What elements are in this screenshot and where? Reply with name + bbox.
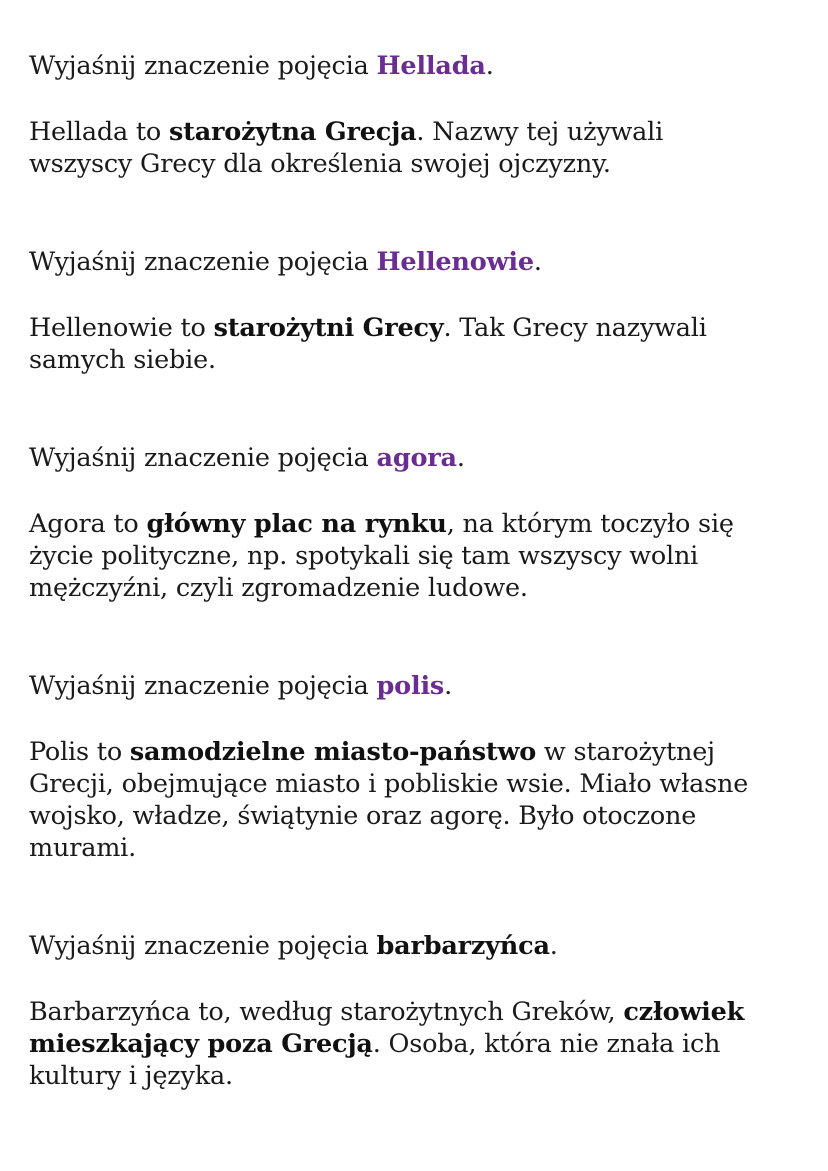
question-suffix: . bbox=[444, 671, 452, 701]
answer-highlight: samodzielne miasto-państwo bbox=[129, 737, 537, 767]
answer-text: samych siebie. bbox=[29, 345, 216, 375]
answer-text: Barbarzyńca to, według starożytnych Greków, bbox=[29, 997, 624, 1027]
definition-entry bbox=[29, 670, 809, 864]
answer-paragraph bbox=[29, 996, 809, 1092]
question-prefix: Wyjaśnij znaczenie pojęcia bbox=[29, 931, 377, 961]
question-term: polis bbox=[376, 671, 445, 701]
spacer bbox=[29, 604, 809, 670]
answer-line bbox=[29, 800, 809, 832]
answer-text: Hellada to bbox=[29, 117, 169, 147]
answer-highlight: starożytna Grecja bbox=[168, 117, 417, 147]
question-term: Hellenowie bbox=[376, 247, 534, 277]
spacer bbox=[29, 474, 809, 508]
spacer bbox=[29, 864, 809, 930]
question-suffix: . bbox=[549, 931, 558, 961]
answer-paragraph bbox=[29, 312, 809, 376]
question-term: agora bbox=[376, 443, 457, 473]
question-suffix: . bbox=[533, 247, 542, 277]
answer-text: wszyscy Grecy dla określenia swojej ojczyzny. bbox=[29, 149, 611, 179]
answer-line bbox=[29, 540, 809, 572]
document-page bbox=[29, 50, 809, 1092]
answer-text: życie polityczne, np. spotykali się tam wszyscy wolni bbox=[29, 541, 699, 571]
answer-text: mężczyźni, czyli zgromadzenie ludowe. bbox=[29, 573, 528, 603]
question-line bbox=[29, 50, 809, 82]
question-line bbox=[29, 442, 809, 474]
answer-text: wojsko, władze, świątynie oraz agorę. Było otoczone bbox=[29, 801, 697, 831]
question-term: Hellada bbox=[376, 51, 486, 81]
question-line bbox=[29, 670, 809, 702]
answer-line bbox=[29, 312, 809, 344]
spacer bbox=[29, 278, 809, 312]
answer-highlight: człowiek bbox=[623, 997, 745, 1027]
answer-line bbox=[29, 1060, 809, 1092]
answer-line bbox=[29, 148, 809, 180]
answer-line bbox=[29, 572, 809, 604]
answer-text: Hellenowie to bbox=[29, 313, 214, 343]
answer-highlight: główny plac na rynku bbox=[146, 509, 447, 539]
answer-highlight: starożytni Grecy bbox=[213, 313, 444, 343]
definition-entry bbox=[29, 442, 809, 604]
answer-line bbox=[29, 1028, 809, 1060]
answer-text: w starożytnej bbox=[536, 737, 715, 767]
answer-paragraph bbox=[29, 116, 809, 180]
spacer bbox=[29, 82, 809, 116]
answer-text: . Osoba, która nie znała ich bbox=[372, 1029, 721, 1059]
answer-line bbox=[29, 768, 809, 800]
spacer bbox=[29, 962, 809, 996]
answer-highlight: mieszkający poza Grecją bbox=[29, 1029, 373, 1059]
question-suffix: . bbox=[456, 443, 465, 473]
answer-paragraph bbox=[29, 736, 809, 864]
spacer bbox=[29, 180, 809, 246]
question-line bbox=[29, 930, 809, 962]
answer-line bbox=[29, 996, 809, 1028]
answer-line bbox=[29, 832, 809, 864]
answer-text: Grecji, obejmujące miasto i pobliskie wsie. Miało własne bbox=[29, 769, 749, 799]
spacer bbox=[29, 702, 809, 736]
answer-line bbox=[29, 116, 809, 148]
question-prefix: Wyjaśnij znaczenie pojęcia bbox=[29, 51, 377, 81]
answer-text: . Nazwy tej używali bbox=[416, 117, 664, 147]
answer-text: Agora to bbox=[29, 509, 147, 539]
answer-line bbox=[29, 736, 809, 768]
answer-line bbox=[29, 508, 809, 540]
spacer bbox=[29, 376, 809, 442]
question-prefix: Wyjaśnij znaczenie pojęcia bbox=[29, 671, 377, 701]
question-prefix: Wyjaśnij znaczenie pojęcia bbox=[29, 443, 377, 473]
answer-text: murami. bbox=[29, 833, 137, 863]
definition-entry bbox=[29, 246, 809, 376]
answer-line bbox=[29, 344, 809, 376]
answer-text: Polis to bbox=[29, 737, 130, 767]
definition-entry bbox=[29, 50, 809, 180]
question-suffix: . bbox=[485, 51, 494, 81]
question-prefix: Wyjaśnij znaczenie pojęcia bbox=[29, 247, 377, 277]
definition-entry bbox=[29, 930, 809, 1092]
answer-text: kultury i języka. bbox=[29, 1061, 233, 1091]
question-term: barbarzyńca bbox=[376, 931, 550, 961]
answer-text: . Tak Grecy nazywali bbox=[443, 313, 707, 343]
question-line bbox=[29, 246, 809, 278]
answer-paragraph bbox=[29, 508, 809, 604]
answer-text: , na którym toczyło się bbox=[446, 509, 734, 539]
